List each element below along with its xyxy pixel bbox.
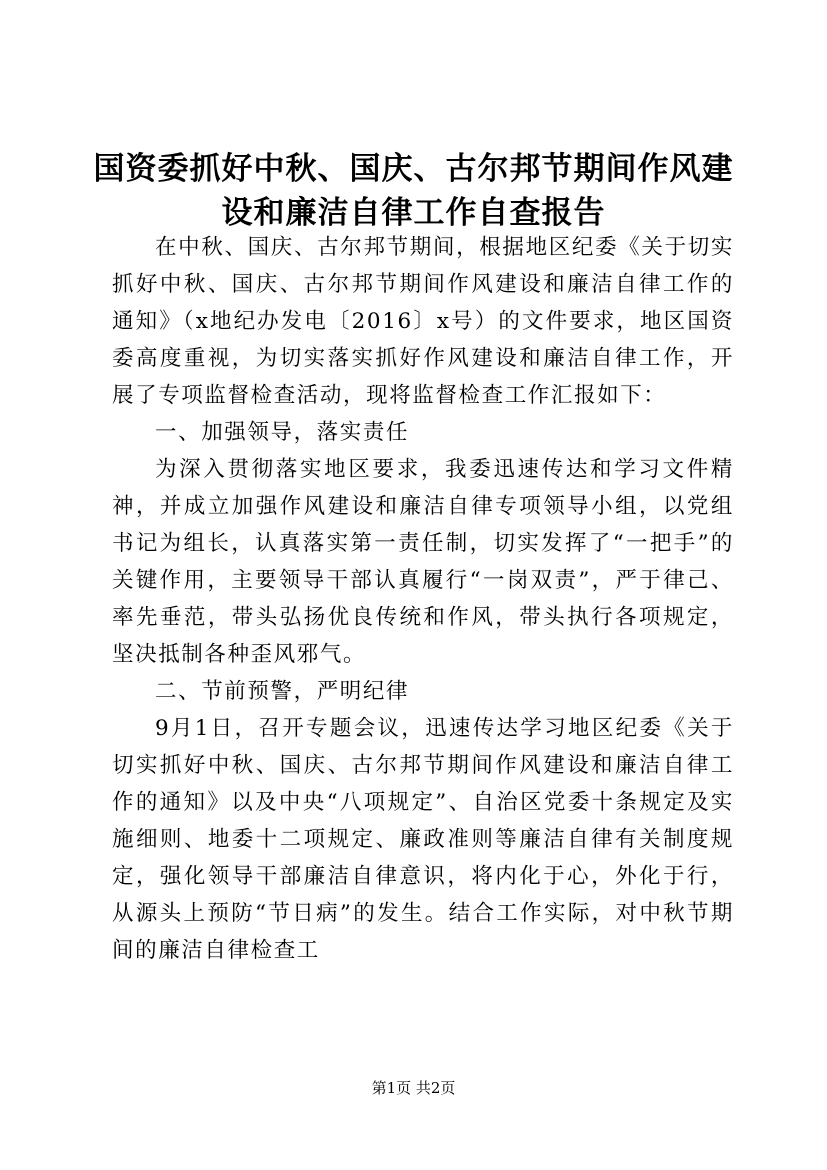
page-footer: 第1页 共2页 <box>371 1079 456 1097</box>
section-1-paragraph: 为深入贯彻落实地区要求，我委迅速传达和学习文件精神，并成立加强作风建设和廉洁自律专项领导小组，以党组书记为组长，认真落实第一责任制，切实发挥了“一把手”的关键作用，主要领导干部认真履行“一岗双责”，严于律己、率先垂范，带头弘扬优良传统和作风，带头执行各项规定，坚决抵制各种歪风邪气。 <box>112 457 734 667</box>
section-heading-1: 一、加强领导，落实责任 <box>155 420 410 445</box>
intro-paragraph: 在中秋、国庆、古尔邦节期间，根据地区纪委《关于切实抓好中秋、国庆、古尔邦节期间作风建设和廉洁自律工作的通知》（x地纪办发电〔2016〕x号）的文件要求，地区国资委高度重视，为切实落实抓好作风建设和廉洁自律工作，开展了专项监督检查活动，现将监督检查工作汇报如下： <box>112 235 734 408</box>
section-heading-2: 二、节前预警，严明纪律 <box>155 679 410 704</box>
document-title-line-1: 国资委抓好中秋、国庆、古尔邦节期间作风建 <box>93 151 734 187</box>
section-2-paragraph: 9月1日，召开专题会议，迅速传达学习地区纪委《关于切实抓好中秋、国庆、古尔邦节期间作风建设和廉洁自律工作的通知》以及中央“八项规定”、自治区党委十条规定及实施细则、地委十二项规定、廉政准则等廉洁自律有关制度规定，强化领导干部廉洁自律意识，将内化于心，外化于行，从源头上预防“节日病”的发生。结合工作实际，对中秋节期间的廉洁自律检查工 <box>112 716 734 963</box>
document-body <box>112 229 734 969</box>
document-title-line-2: 设和廉洁自律工作自查报告 <box>221 195 606 231</box>
